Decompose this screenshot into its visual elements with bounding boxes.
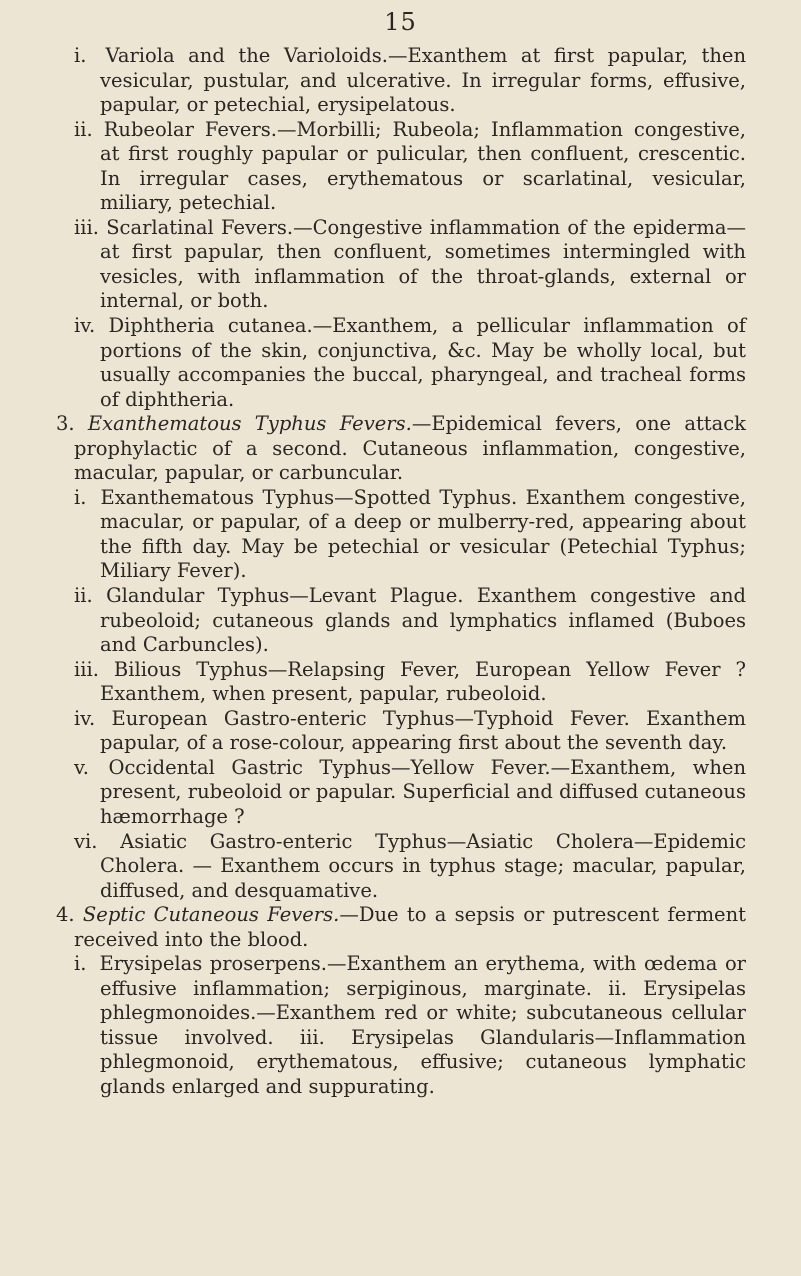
entry-glandular-typhus: [56, 584, 746, 658]
entry-text: Exanthematous Typhus—Spotted Typhus. Exanthem congestive, macular, or papular, of a deep or mulberry-red, appearing about the fifth day. May be petechial or vesicular (Petechial Typhus; Miliary Fever).: [100, 485, 746, 583]
entry-bilious-typhus: [56, 658, 746, 707]
entry-text: Diphtheria cutanea.—Exanthem, a pellicular inflammation of portions of the skin, conjunctiva, &c. May be wholly local, but usually accompanies the buccal, pharyngeal, and tracheal forms of diphtheria.: [100, 314, 746, 411]
entry-text: —Due to a sepsis or putrescent ferment received into the blood.: [74, 903, 746, 951]
entry-text: —Epidemical fevers, one attack prophylactic of a second. Cutaneous inflammation, congestive, macular, papular, or carbuncular.: [74, 412, 746, 485]
entry-text: Variola and the Varioloids.—Exanthem at first papular, then vesicular, pustular, and ulcerative. In irregular forms, effusive, papular, or petechial, erysipelatous.: [100, 44, 746, 117]
section-marker: 4.: [56, 903, 75, 927]
entry-text: Glandular Typhus—Levant Plague. Exanthem congestive and rubeoloid; cutaneous glands and lymphatics inflamed (Buboes and Carbuncles).: [100, 584, 746, 657]
section-marker: 3.: [56, 412, 75, 436]
section-heading: Exanthematous Typhus Fevers.: [87, 412, 412, 436]
entry-marker: iii.: [74, 657, 99, 681]
section-septic-cutaneous-fevers: [56, 903, 746, 952]
entry-variola: [56, 44, 746, 118]
entry-gastro-enteric-typhus: [56, 707, 746, 756]
entry-scarlatinal-fevers: [56, 216, 746, 314]
page-number: 15: [384, 8, 417, 36]
entry-marker: iii.: [74, 215, 99, 239]
entry-diphtheria-cutanea: [56, 314, 746, 412]
entry-text: Erysipelas proserpens.—Exanthem an erythema, with œdema or effusive inflammation; serpiginous, marginate. ii. Erysipelas phlegmonoides.—Exanthem red or white; subcutaneous cellular tissue involved. iii. Erysipelas Glandularis—Inflammation phlegmonoid, erythematous, effusive; cutaneous lymphatic glands enlarged and suppurating.: [99, 952, 747, 1098]
entry-marker: vi.: [74, 829, 98, 853]
entry-marker: i.: [74, 952, 87, 976]
entry-occidental-gastric-typhus: [56, 756, 746, 830]
document-body: [56, 44, 746, 1100]
entry-marker: ii.: [74, 584, 93, 608]
entry-asiatic-cholera: [56, 830, 746, 904]
entry-marker: v.: [74, 755, 89, 779]
entry-text: Asiatic Gastro-enteric Typhus—Asiatic Cholera—Epidemic Cholera. — Exanthem occurs in typhus stage; macular, papular, diffused, and desquamative.: [100, 829, 746, 902]
entry-text: Bilious Typhus—Relapsing Fever, European Yellow Fever ? Exanthem, when present, papular, rubeoloid.: [100, 657, 746, 706]
entry-text: European Gastro-enteric Typhus—Typhoid Fever. Exanthem papular, of a rose-colour, appearing first about the seventh day.: [100, 706, 746, 755]
entry-marker: i.: [74, 44, 87, 67]
entry-marker: iv.: [74, 706, 96, 730]
entry-rubeolar-fevers: [56, 118, 746, 216]
section-exanthematous-typhus-fevers: [56, 412, 746, 486]
entry-exanthematous-typhus: [56, 486, 746, 584]
entry-marker: i.: [74, 485, 87, 509]
entry-text: Occidental Gastric Typhus—Yellow Fever.—Exanthem, when present, rubeoloid or papular. Superficial and diffused cutaneous hæmorrhage ?: [100, 755, 746, 828]
entry-text: Rubeolar Fevers.—Morbilli; Rubeola; Inflammation congestive, at first roughly papular or pulicular, then confluent, crescentic. In irregular cases, erythematous or scarlatinal, vesicular, miliary, petechial.: [100, 117, 746, 215]
entry-erysipelas: [56, 952, 746, 1099]
entry-marker: ii.: [74, 117, 93, 141]
entry-text: Scarlatinal Fevers.—Congestive inflammation of the epiderma—at first papular, then confluent, sometimes intermingled with vesicles, with inflammation of the throat-glands, external or internal, or both.: [100, 215, 747, 313]
section-heading: Septic Cutaneous Fevers.: [82, 903, 340, 927]
entry-marker: iv.: [74, 314, 96, 338]
